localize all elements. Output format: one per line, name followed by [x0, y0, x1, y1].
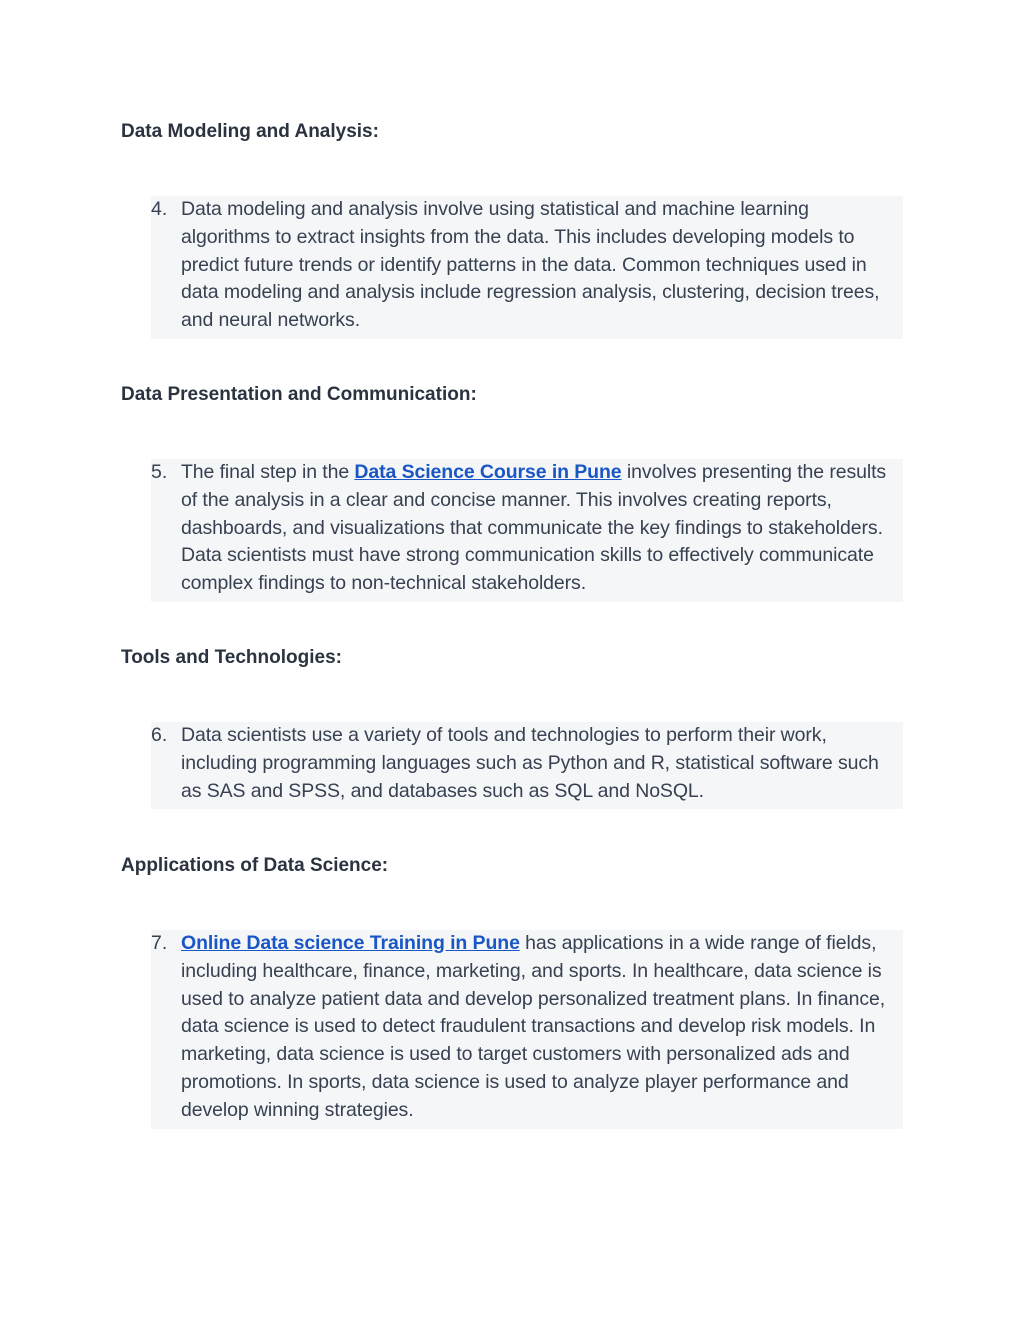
data-science-course-link[interactable]: Data Science Course in Pune	[354, 461, 622, 483]
list-item-6	[151, 722, 903, 809]
list-item-text	[181, 722, 903, 805]
list-item-text	[181, 930, 903, 1125]
section-heading-applications: Applications of Data Science:	[121, 855, 389, 876]
list-item-text	[181, 459, 903, 598]
paragraph-text-before: The final step in the	[181, 461, 355, 483]
section-heading-tools: Tools and Technologies:	[121, 647, 342, 668]
list-number: 7.	[151, 932, 168, 954]
paragraph-text: Data scientists use a variety of tools and technologies to perform their work, including programming languages such as Python and R, statistical software such as SAS and SPSS, and databases such as SQL and NoSQL.	[181, 724, 879, 802]
list-number: 4.	[151, 198, 168, 220]
list-number: 6.	[151, 724, 168, 746]
online-training-link[interactable]: Online Data science Training in Pune	[181, 932, 520, 954]
list-item-7	[151, 930, 903, 1129]
list-item-5	[151, 459, 903, 602]
paragraph-text: Data modeling and analysis involve using statistical and machine learning algorithms to extract insights from the data. This includes developing models to predict future trends or identify patterns in the data. Common techniques used in data modeling and analysis include regression analysis, clustering, decision trees, and neural networks.	[181, 198, 880, 332]
list-item-text	[181, 196, 903, 335]
list-number: 5.	[151, 461, 168, 483]
list-item-4	[151, 196, 903, 339]
paragraph-text-after: has applications in a wide range of fields, including healthcare, finance, marketing, and sports. In healthcare, data science is used to analyze patient data and develop personalized treatment plans. In finance, data science is used to detect fraudulent transactions and develop risk models. In marketing, data science is used to target customers with personalized ads and promotions. In sports, data science is used to analyze player performance and develop winning strategies.	[181, 932, 886, 1121]
section-heading-presentation: Data Presentation and Communication:	[121, 384, 477, 405]
paragraph-text-after: involves presenting the results of the analysis in a clear and concise manner. This involves creating reports, dashboards, and visualizations that communicate the key findings to stakeholders. Data scientists must have strong communication skills to effectively communicate complex findings to non-technical stakeholders.	[181, 461, 887, 595]
section-heading-modeling: Data Modeling and Analysis:	[121, 121, 379, 142]
